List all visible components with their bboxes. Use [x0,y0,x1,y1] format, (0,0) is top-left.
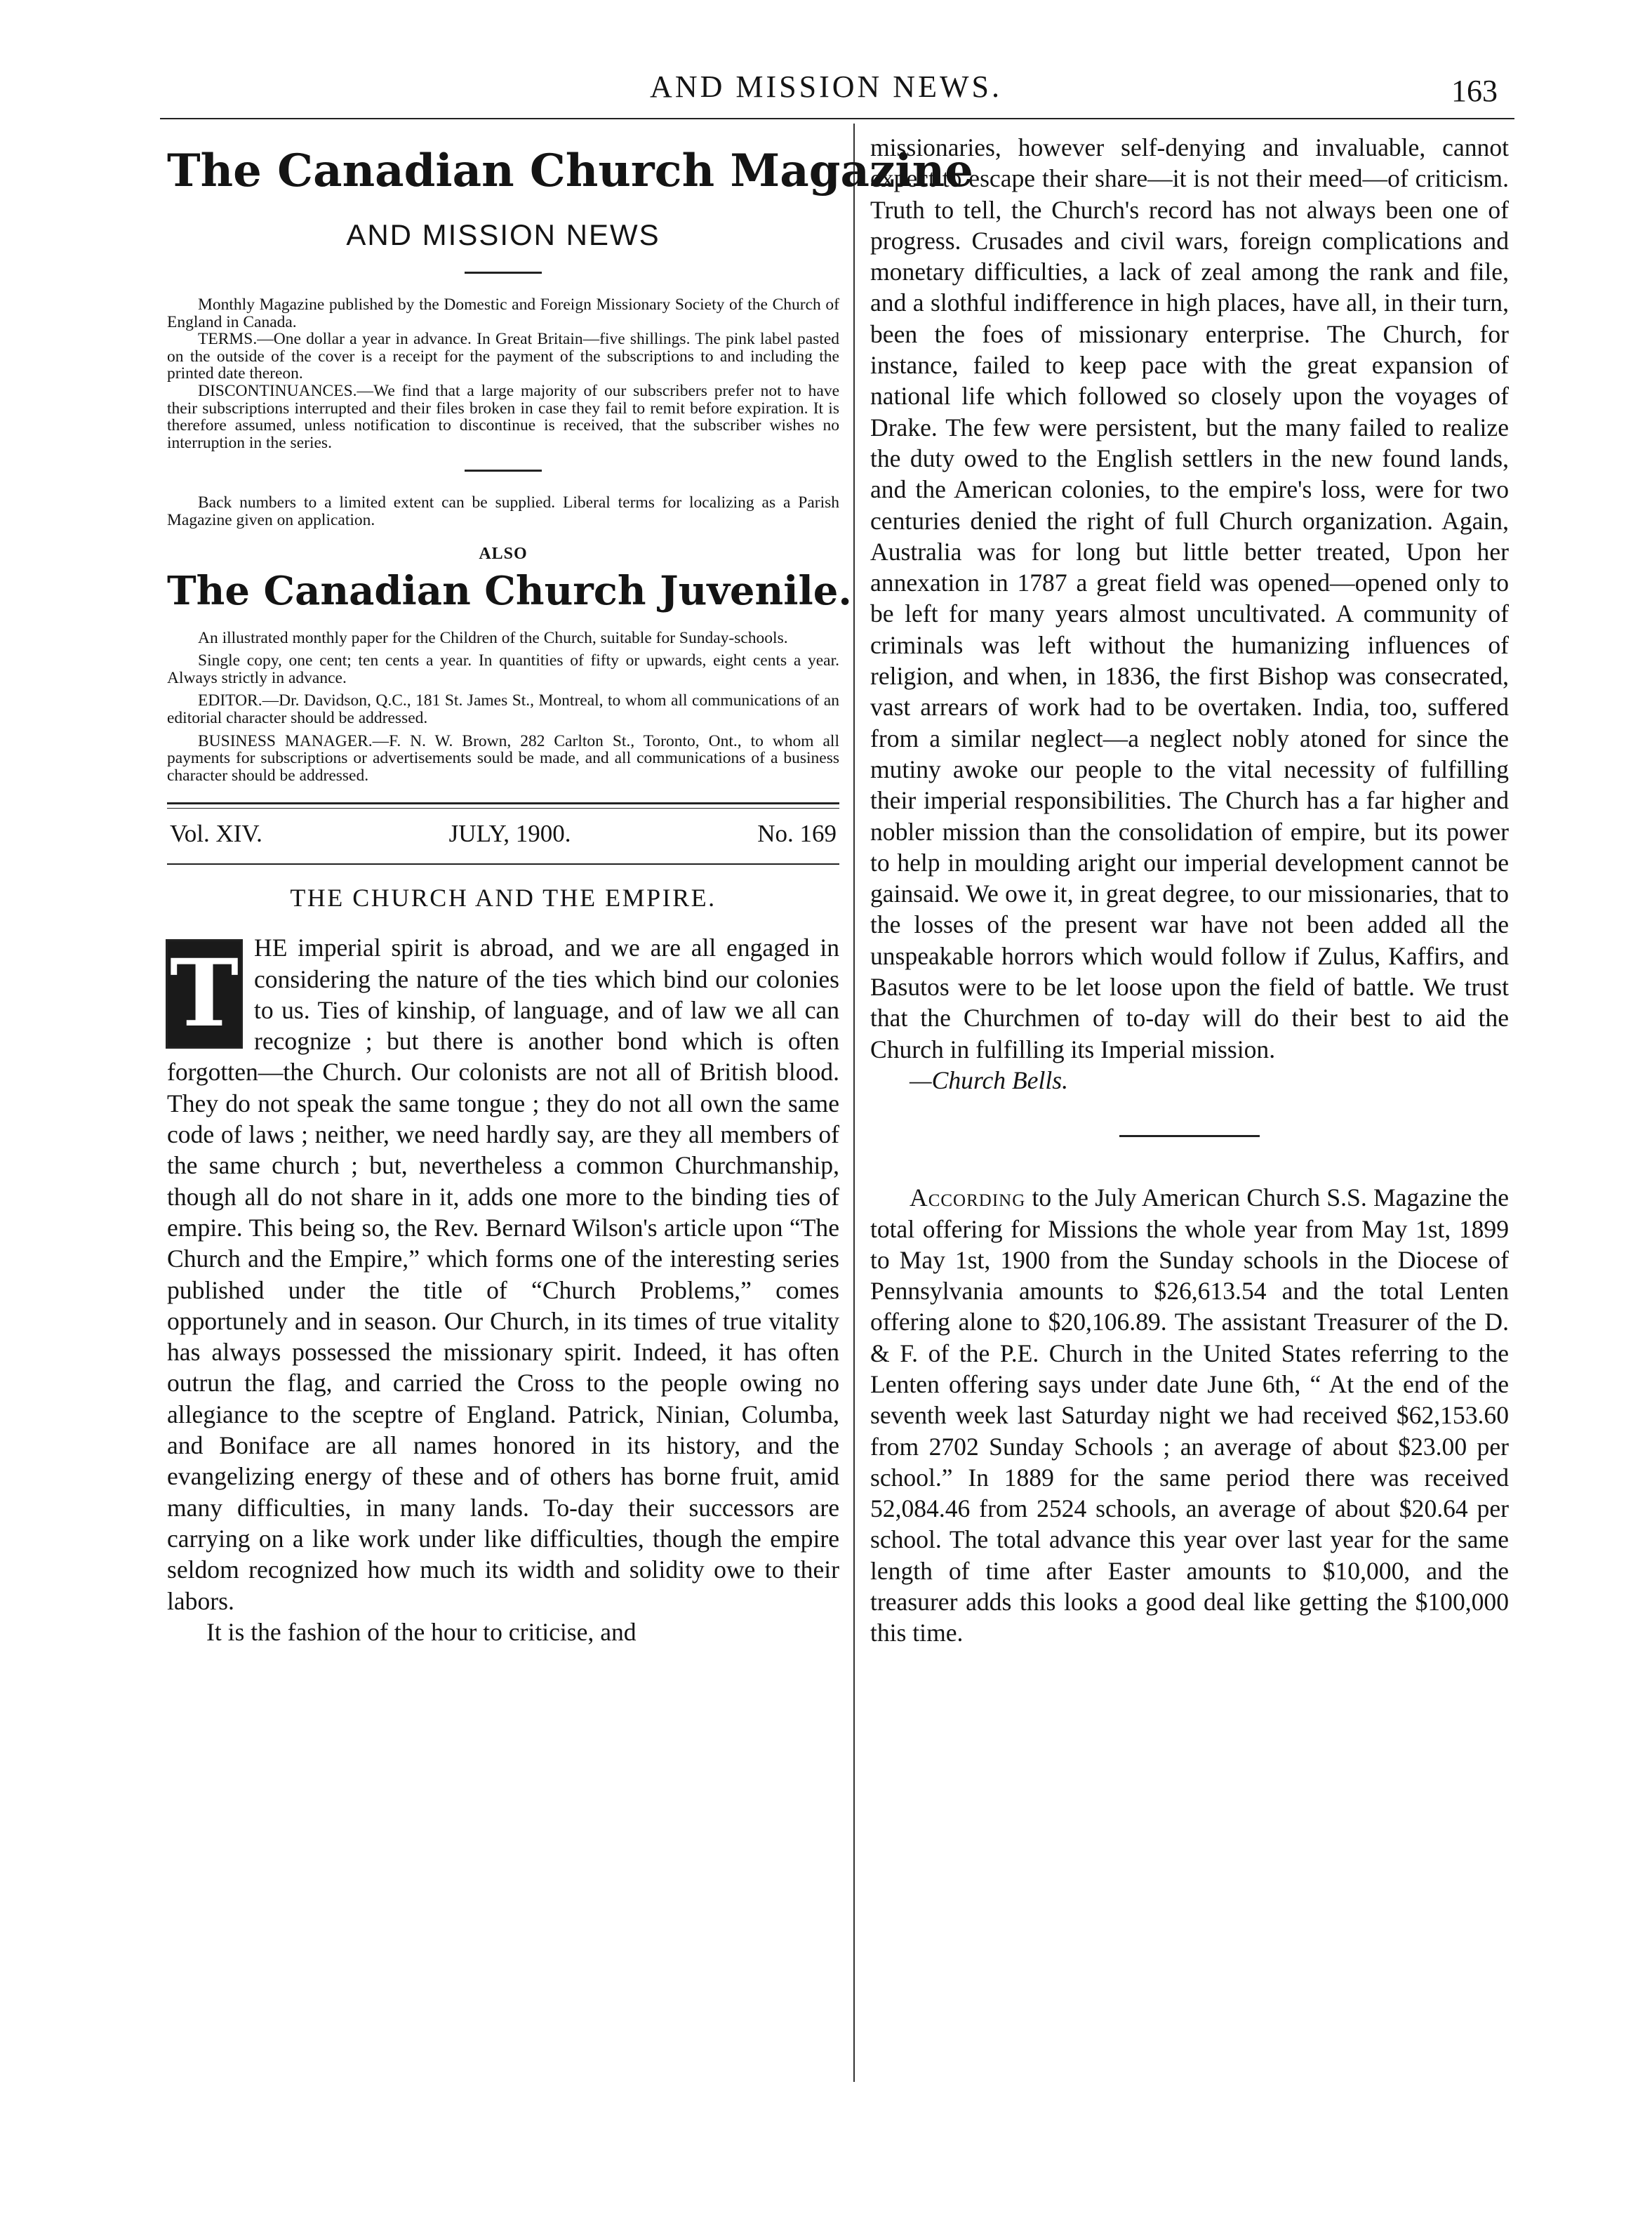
short-rule [465,470,542,472]
business-manager-notice: BUSINESS MANAGER.—F. N. W. Brown, 282 Carlton St., Toronto, Ont., to whom all payments for subscriptions or advertisements sould be made, and all communications of a business character should be addressed. [167,731,839,785]
article-paragraph [167,932,839,1617]
issue-number: No. 169 [757,820,837,848]
news-lead: According [910,1183,1026,1212]
right-column [870,132,1509,1649]
juvenile-title: The Canadian Church Juvenile. [167,567,852,614]
juvenile-price: Single copy, one cent; ten cents a year. In quantities of fifty or upwards, eight cents a year. Always strictly in advance. [167,651,839,687]
article-paragraph-continued: missionaries, however self-denying and invaluable, cannot expect to escape their share—it is not their meed—of criticism. Truth to tell, the Church's record has not always been one of progress. Crusades and civil wars, foreign complications and monetary difficulties, a lack of zeal among the rank and file, and a slothful indifference in high places, have all, in their turn, been the foes of missionary enterprise. The Church, for instance, failed to keep pace with the great expansion of national life which followed so closely upon the voyages of Drake. The few were persistent, but the many failed to realize the duty owed to the English settlers in the new found lands, and the American colonies, to the empire's loss, were for two centuries denied the right of full Church organization. Again, Australia was for long but little better treated, Upon her annexation in 1787 a great field was opened—opened only to be left for many years almost uncultivated. A community of criminals was left without the humanizing influences of religion, and when, in 1836, the first Bishop was consecrated, vast arrears of work had to be overtaken. India, too, suffered from a similar neglect—a neglect nobly atoned for since the mutiny awoke our people to the vital necessity of fulfilling their imperial responsibilities. The Church has a far higher and nobler mission than the consolidation of empire, but its power to help in moulding aright our imperial development cannot be gainsaid. We owe it, in great degree, to our missionaries, that to the losses of the present war have not been added all the unspeakable horrors which would follow if Zulus, Kaffirs, and Basutos were to be let loose upon the field of battle. We trust that the Churchmen of to-day will do their best to aid the Church in fulfilling its Imperial mission. [870,133,1509,1063]
running-head: AND MISSION NEWS. [650,69,1002,104]
also-label: ALSO [479,544,528,563]
issue-date: JULY, 1900. [448,820,571,848]
article-paragraph-text: HE imperial spirit is abroad, and we are all engaged in considering the nature of the ties which bind our colonies to us. Ties of kinship, of language, and of law we all can recognize ; but there is another bond which is often forgotten—the Church. Our colonists are not all of British blood. They do not speak the same tongue ; they do not all own the same code of laws ; neither, we need hardly say, are they all members of the same church ; but, nevertheless a common Churchmanship, though all do not share in it, adds one more to the binding ties of empire. This being so, the Rev. Bernard Wilson's article upon “The Church and the Empire,” which forms one of the interesting series published under the title of “Church Problems,” comes opportunely and in season. Our Church, in its times of true vitality has always possessed the missionary spirit. Indeed, it has often outrun the flag, and carried the Cross to the people owing no allegiance to the sceptre of England. Patrick, Ninian, Columba, and Boniface are all names honored in its history, and the evangelizing energy of these and of others has borne fruit, amid many difficulties, in many lands. To-day their successors are carrying on a like work under like difficulties, though the empire seldom recognized how much its width and solidity owe to their labors. [167,934,839,1615]
short-rule [465,272,542,274]
discontinuances-notice: DISCONTINUANCES.—We find that a large majority of our subscribers prefer not to have their subscriptions interrupted and their files broken in case they fail to remit before expiration. It is therefore assumed, unless notification to discontinue is received, that the subscriber wishes no interruption in the series. [167,381,839,452]
article-signature: —Church Bells. [910,1066,1068,1094]
magazine-subtitle: AND MISSION NEWS [346,218,660,251]
magazine-description: Monthly Magazine published by the Domestic and Foreign Missionary Society of the Church of England in Canada. [167,296,839,331]
juvenile-description: An illustrated monthly paper for the Children of the Church, suitable for Sunday-schools. [198,628,788,647]
editor-notice: EDITOR.—Dr. Davidson, Q.C., 181 St. James St., Montreal, to whom all communications of an editorial character should be addressed. [167,691,839,727]
volume: Vol. XIV. [170,820,262,848]
section-rule [1119,1135,1260,1137]
page-number: 163 [1451,74,1498,108]
double-rule [167,802,839,809]
rule [167,863,839,865]
article-title: THE CHURCH AND THE EMPIRE. [290,884,717,912]
article-paragraph-start: It is the fashion of the hour to criticise, and [206,1617,637,1646]
drop-cap: T [166,939,243,1049]
magazine-title: The Canadian Church Magazine [167,145,973,197]
news-paragraph [870,1182,1509,1648]
news-text: to the July American Church S.S. Magazine the total offering for Missions the whole year from May 1st, 1899 to May 1st, 1900 from the Sunday schools in the Diocese of Pennsylvania amounts to $26,613.54 and the total Lenten offering alone to $20,106.89. The assistant Treasurer of the D. & F. of the P.E. Church in the United States referring to the Lenten offering says under date June 6th, “ At the end of the seventh week last Saturday night we had received $62,153.60 from 2702 Sunday Schools ; an average of about $23.00 per school.” In 1889 for the same period there was received 52,084.46 from 2524 schools, an average of about $20.64 per school. The total advance this year over last year for the same length of time after Easter amounts to $10,000, and the treasurer adds this looks a good deal like getting the $100,000 this time. [870,1183,1509,1647]
issue-line [167,820,839,848]
column-divider [853,124,855,2082]
header-rule [160,118,1514,119]
terms-notice: TERMS.—One dollar a year in advance. In Great Britain—five shillings. The pink label pasted on the outside of the cover is a receipt for the payment of the subscriptions to and including the printed date thereon. [167,330,839,383]
back-numbers-notice: Back numbers to a limited extent can be supplied. Liberal terms for localizing as a Parish Magazine given on application. [167,493,839,529]
